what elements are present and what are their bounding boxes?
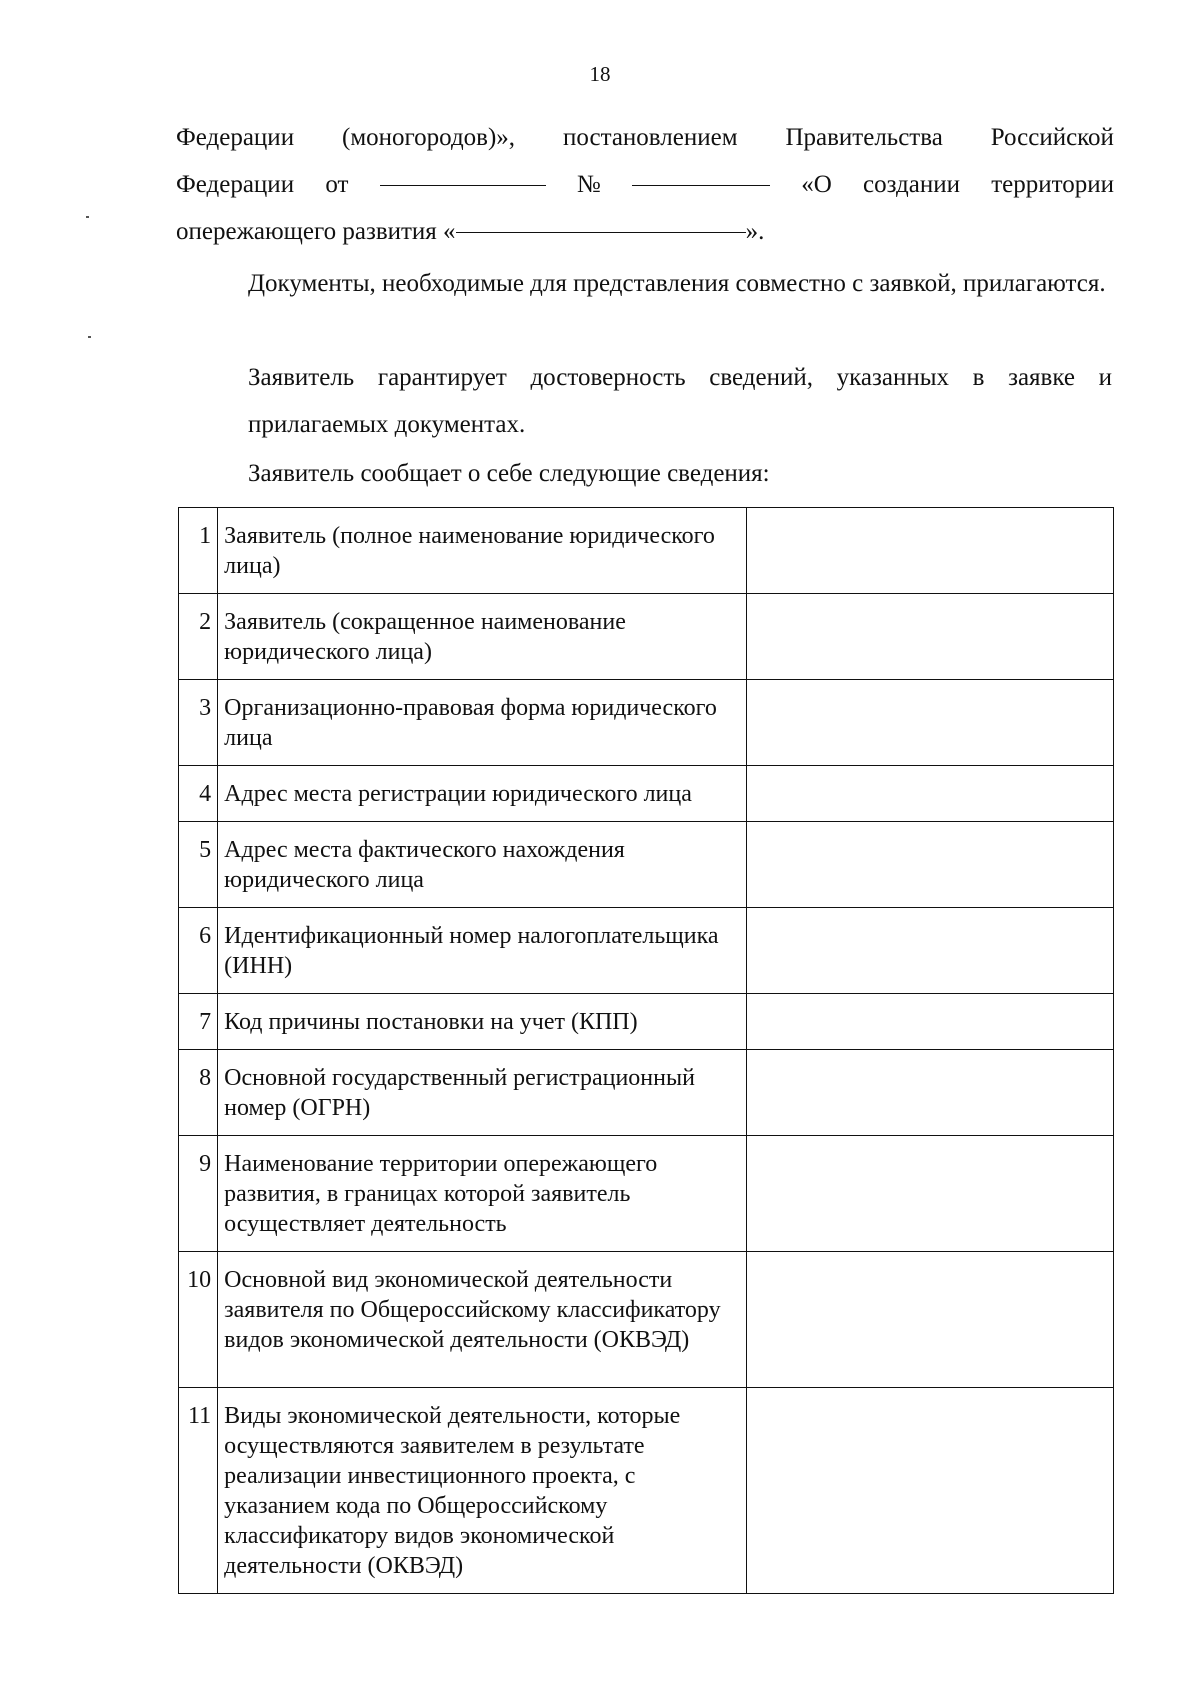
row-value-field[interactable]	[747, 1252, 1114, 1388]
text-line	[176, 208, 1114, 255]
number-sign: №	[576, 171, 601, 198]
paragraph-intro	[176, 450, 1114, 497]
paragraph-text: Заявитель сообщает о себе следующие сведения:	[248, 460, 770, 487]
scan-speck	[88, 336, 91, 338]
text-fragment: опережающего развития «	[176, 218, 456, 245]
word: Правительства	[785, 124, 943, 151]
word: Федерации	[176, 171, 295, 198]
row-number: 6	[179, 908, 218, 994]
row-number: 9	[179, 1136, 218, 1252]
row-value-field[interactable]	[747, 1136, 1114, 1252]
row-number: 2	[179, 594, 218, 680]
word: от	[325, 171, 349, 198]
row-number: 1	[179, 508, 218, 594]
table-row	[179, 908, 1114, 994]
row-label: Основной вид экономической деятельности заявителя по Общероссийскому классификатору видов экономической деятельности (ОКВЭД)	[218, 1252, 747, 1388]
word: (моногородов)»,	[342, 124, 516, 151]
row-label: Идентификационный номер налогоплательщика (ИНН)	[218, 908, 747, 994]
scan-speck	[86, 216, 89, 218]
word: «О	[801, 171, 832, 198]
row-value-field[interactable]	[747, 508, 1114, 594]
paragraph-guarantee	[176, 354, 1112, 448]
paragraph-text: Документы, необходимые для представления совместно с заявкой, прилагаются.	[248, 270, 1106, 297]
row-label: Адрес места фактического нахождения юридического лица	[218, 822, 747, 908]
row-value-field[interactable]	[747, 1050, 1114, 1136]
paragraph-text: Заявитель гарантирует достоверность сведений, указанных в заявке и прилагаемых документах.	[248, 364, 1112, 438]
word: Российской	[990, 124, 1114, 151]
table-row	[179, 1252, 1114, 1388]
row-number: 10	[179, 1252, 218, 1388]
text-line	[176, 161, 1114, 208]
table-row	[179, 766, 1114, 822]
row-label: Наименование территории опережающего развития, в границах которой заявитель осуществляет деятельность	[218, 1136, 747, 1252]
row-value-field[interactable]	[747, 822, 1114, 908]
row-value-field[interactable]	[747, 994, 1114, 1050]
row-label: Адрес места регистрации юридического лица	[218, 766, 747, 822]
row-label: Заявитель (полное наименование юридического лица)	[218, 508, 747, 594]
row-label: Организационно-правовая форма юридического лица	[218, 680, 747, 766]
word: Федерации	[176, 124, 295, 151]
date-blank	[380, 161, 546, 186]
table-row	[179, 994, 1114, 1050]
paragraph-continuation	[176, 114, 1114, 255]
row-number: 5	[179, 822, 218, 908]
word: территории	[991, 171, 1114, 198]
text-line	[176, 114, 1114, 161]
row-value-field[interactable]	[747, 766, 1114, 822]
row-label: Основной государственный регистрационный номер (ОГРН)	[218, 1050, 747, 1136]
row-number: 11	[179, 1388, 218, 1594]
table-row	[179, 1388, 1114, 1594]
table-row	[179, 594, 1114, 680]
table-row	[179, 508, 1114, 594]
row-number: 7	[179, 994, 218, 1050]
row-number: 8	[179, 1050, 218, 1136]
name-blank	[456, 208, 746, 233]
row-value-field[interactable]	[747, 680, 1114, 766]
table-row	[179, 822, 1114, 908]
row-label: Виды экономической деятельности, которые осуществляются заявителем в результате реализации инвестиционного проекта, с указанием кода по Общероссийскому классификатору видов экономической деятельности (ОКВЭД)	[218, 1388, 747, 1594]
row-number: 4	[179, 766, 218, 822]
row-value-field[interactable]	[747, 908, 1114, 994]
number-blank	[632, 161, 770, 186]
table-row	[179, 1136, 1114, 1252]
table-row	[179, 1050, 1114, 1136]
row-number: 3	[179, 680, 218, 766]
table-row	[179, 680, 1114, 766]
row-label: Заявитель (сокращенное наименование юридического лица)	[218, 594, 747, 680]
page-number: 18	[589, 62, 611, 86]
word: постановлением	[563, 124, 738, 151]
text-fragment: ».	[745, 218, 765, 245]
row-label: Код причины постановки на учет (КПП)	[218, 994, 747, 1050]
applicant-info-table	[178, 507, 1114, 1594]
paragraph-documents	[176, 260, 1112, 307]
word: создании	[863, 171, 960, 198]
row-value-field[interactable]	[747, 594, 1114, 680]
row-value-field[interactable]	[747, 1388, 1114, 1594]
